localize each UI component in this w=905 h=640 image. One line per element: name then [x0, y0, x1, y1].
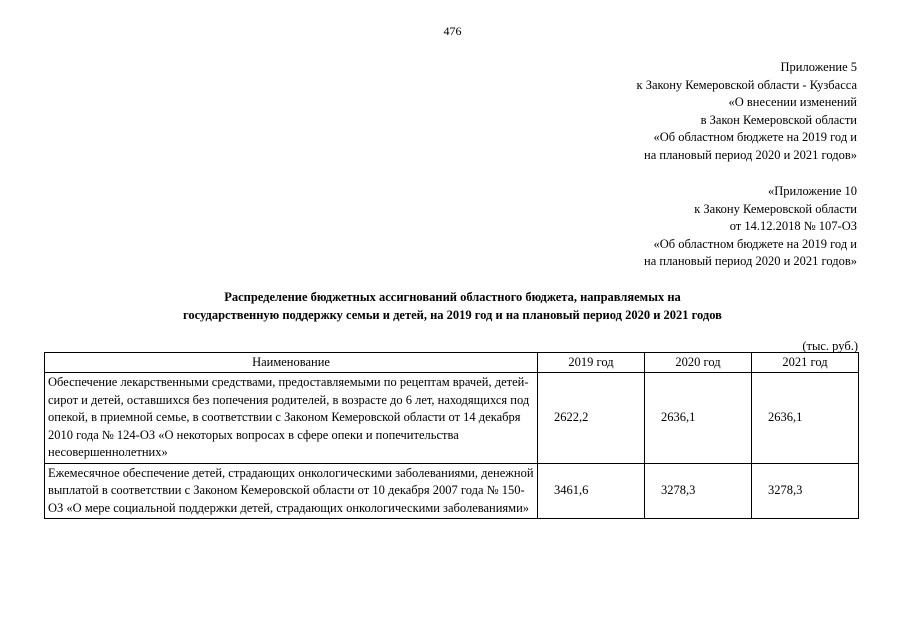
header-2020: 2020 год: [645, 353, 752, 373]
row-value-2021: 3278,3: [752, 463, 859, 519]
row-name: Обеспечение лекарственными средствами, предоставляемыми по рецептам врачей, детей-сирот и детей, оставшихся без попечения родителей, в возрасте до 6 лет, находящихся под опекой, в приемной семье, в соответствии с Законом Кемеровской области от 14 декабря 2010 года № 124-ОЗ «О некоторых вопросах в сфере опеки и попечительства несовершеннолетних»: [45, 373, 538, 464]
table-header-row: [45, 353, 859, 373]
units-label: (тыс. руб.): [802, 339, 858, 353]
appendix-current-block: [637, 59, 858, 164]
header-name: Наименование: [45, 353, 538, 373]
row-value-2019: 3461,6: [538, 463, 645, 519]
header-2019: 2019 год: [538, 353, 645, 373]
appendix-line: в Закон Кемеровской области: [700, 112, 857, 127]
appendix-line: к Закону Кемеровской области: [694, 201, 857, 216]
appendix-line: «О внесении изменений: [728, 95, 857, 109]
appendix-line: от 14.12.2018 № 107-ОЗ: [729, 219, 857, 233]
page-number: 476: [443, 24, 462, 38]
table-row: [45, 463, 859, 519]
table-row: [45, 373, 859, 464]
appendix-line: Приложение 5: [780, 60, 857, 74]
heading-line: Распределение бюджетных ассигнований областного бюджета, направляемых на: [224, 290, 681, 304]
appendix-line: «Об областном бюджете на 2019 год и: [653, 130, 857, 144]
heading-line: государственную поддержку семьи и детей, на 2019 год и на плановый период 2020 и 2021 годов: [183, 308, 722, 322]
budget-table: [44, 352, 859, 519]
header-2021: 2021 год: [752, 353, 859, 373]
row-name: Ежемесячное обеспечение детей, страдающих онкологическими заболеваниями, денежной выплатой в соответствии с Законом Кемеровской области от 10 декабря 2007 года № 150-ОЗ «О мере социальной поддержки детей, страдающих онкологическими заболеваниями»: [45, 463, 538, 519]
row-value-2020: 2636,1: [645, 373, 752, 464]
appendix-line: на плановый период 2020 и 2021 годов»: [644, 147, 857, 162]
appendix-line: к Закону Кемеровской области - Кузбасса: [636, 77, 857, 92]
appendix-line: на плановый период 2020 и 2021 годов»: [644, 254, 857, 268]
appendix-line: «Об областном бюджете на 2019 год и: [653, 236, 857, 251]
row-value-2021: 2636,1: [752, 373, 859, 464]
appendix-original-block: [644, 183, 857, 271]
document-heading: [0, 288, 905, 324]
row-value-2019: 2622,2: [538, 373, 645, 464]
row-value-2020: 3278,3: [645, 463, 752, 519]
appendix-line: «Приложение 10: [768, 184, 857, 198]
